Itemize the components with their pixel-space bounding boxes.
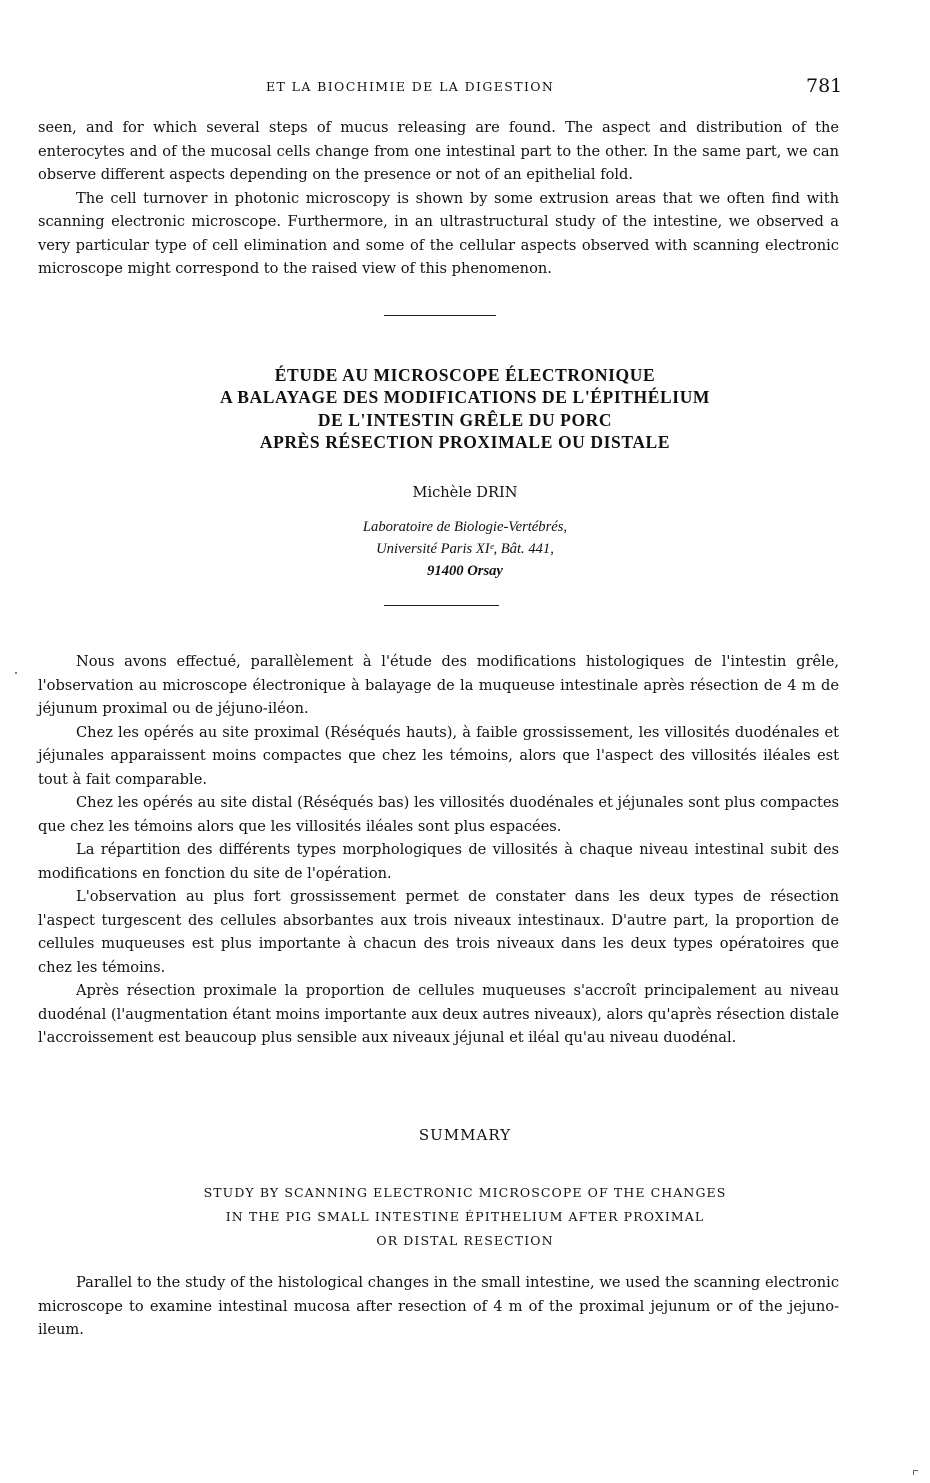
article-title-line: APRÈS RÉSECTION PROXIMALE OU DISTALE: [259, 432, 671, 453]
article-title-line: DE L'INTESTIN GRÊLE DU PORC: [317, 409, 613, 430]
summary-title-line: IN THE PIG SMALL INTESTINE ÉPITHELIUM AFTER PROXIMAL: [225, 1209, 705, 1224]
margin-mark: [15, 672, 17, 674]
body-paragraph: La répartition des différents types morphologiques de villosités à chaque niveau intestinal subit des modifications en fonction du site de l'opération.: [38, 841, 839, 882]
body-paragraph: L'observation au plus fort grossissement permet de constater dans les deux types de résection l'aspect turgescent des cellules absorbantes aux trois niveaux intestinaux. D'autre part, la proportion de cellules muqueuses est plus importante à chacun des trois niveaux dans les deux types opératoires que chez les témoins.: [38, 888, 839, 976]
intro-paragraph: The cell turnover in photonic microscopy is shown by some extrusion areas that we often find with scanning electronic microscope. Furthermore, in an ultrastructural study of the intestine, we observed a very particular type of cell elimination and some of the cellular aspects observed with scanning electronic microscope might correspond to the raised view of this phenomenon.: [38, 189, 839, 277]
body-paragraph: Chez les opérés au site proximal (Réséqués hauts), à faible grossissement, les villosités duodénales et jéjunales apparaissent moins compactes que chez les témoins, alors que l'aspect des villosités iléales est tout à fait comparable.: [38, 723, 839, 788]
summary-paragraph: Parallel to the study of the histological changes in the small intestine, we used the scanning electronic microscope to examine intestinal mucosa after resection of 4 m of the proximal jejunum or of the jejuno-ileum.: [38, 1274, 839, 1338]
body-paragraph: Chez les opérés au site distal (Réséqués bas) les villosités duodénales et jéjunales sont plus compactes que chez les témoins alors que les villosités iléales sont plus espacées.: [38, 794, 839, 835]
section-divider: [384, 315, 496, 316]
affiliation-line: Université Paris XIᵉ, Bât. 441,: [376, 541, 554, 557]
summary-title-line: STUDY BY SCANNING ELECTRONIC MICROSCOPE OF THE CHANGES: [203, 1185, 727, 1200]
intro-paragraph: seen, and for which several steps of mucus releasing are found. The aspect and distribution of the enterocytes and of the mucosal cells change from one intestinal part to the other. In the same part, we can observe different aspects depending on the presence or not of an epithelial fold.: [38, 119, 839, 183]
page-number: 781: [806, 75, 843, 97]
summary-title-line: OR DISTAL RESECTION: [376, 1233, 554, 1248]
article-body: [38, 650, 839, 1050]
affiliation-line: 91400 Orsay: [427, 563, 503, 579]
affiliation: [0, 516, 930, 582]
running-header: [0, 77, 930, 99]
intro-section: [38, 116, 839, 281]
affiliation-line: Laboratoire de Biologie-Vertébrés,: [362, 519, 568, 535]
corner-mark: [913, 1470, 918, 1475]
title-divider: [384, 605, 499, 606]
summary-title: [0, 1181, 930, 1253]
article-title: [0, 364, 930, 454]
article-title-line: ÉTUDE AU MICROSCOPE ÉLECTRONIQUE: [274, 365, 656, 385]
summary-section: [38, 1271, 839, 1342]
running-title: ET LA BIOCHIMIE DE LA DIGESTION: [266, 79, 555, 94]
body-paragraph: Après résection proximale la proportion de cellules muqueuses s'accroît principalement au niveau duodénal (l'augmentation étant moins importante aux deux autres niveaux), alors qu'après résection distale l'accroissement est beaucoup plus sensible aux niveaux jéjunal et iléal qu'au niveau duodénal.: [38, 982, 839, 1046]
article-title-line: A BALAYAGE DES MODIFICATIONS DE L'ÉPITHÉLIUM: [219, 387, 711, 408]
author-name: Michèle DRIN: [412, 484, 518, 501]
summary-heading: SUMMARY: [418, 1126, 512, 1144]
body-paragraph: Nous avons effectué, parallèlement à l'étude des modifications histologiques de l'intestin grêle, l'observation au microscope électronique à balayage de la muqueuse intestinale après résection de 4 m de jéjunum proximal ou de jéjuno-iléon.: [38, 653, 839, 717]
